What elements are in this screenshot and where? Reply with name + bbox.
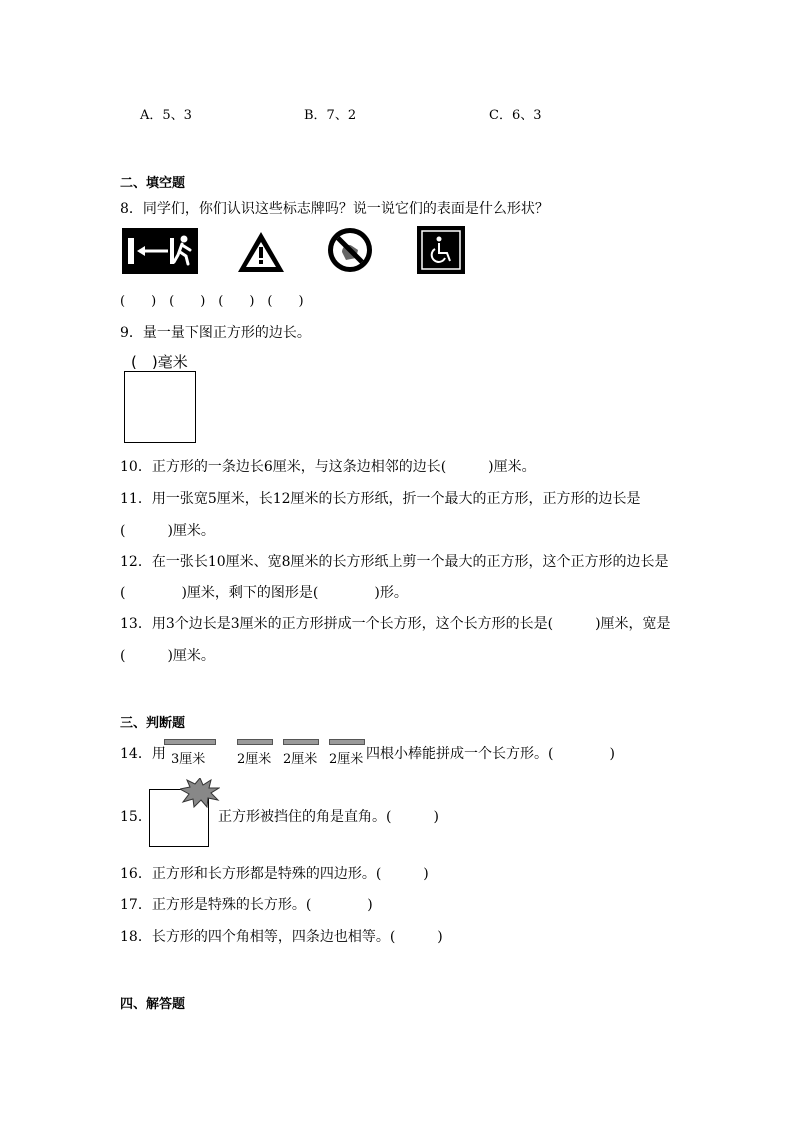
- warning-triangle-icon: [236, 230, 286, 278]
- question-15-number: 15．: [120, 809, 152, 825]
- option-a: A．5、3: [140, 108, 192, 123]
- section-title-true-false: 三、判断题: [120, 716, 186, 731]
- question-10: 10．正方形的一条边长6厘米，与这条边相邻的边长( )厘米。: [120, 459, 536, 475]
- question-14-text: 四根小棒能拼成一个长方形。( ): [366, 746, 615, 762]
- stick-label: 3厘米: [171, 752, 206, 767]
- stick-2cm-2: [283, 739, 319, 745]
- question-9-answer-label: ( )毫米: [131, 353, 188, 371]
- question-8: 8．同学们，你们认识这些标志牌吗？说一说它们的表面是什么形状？: [120, 201, 549, 217]
- option-c: C．6、3: [489, 108, 542, 123]
- question-16: 16．正方形和长方形都是特殊的四边形。( ): [120, 866, 429, 882]
- question-15-text: 正方形被挡住的角是直角。( ): [218, 809, 439, 825]
- wheelchair-accessibility-icon: [417, 226, 465, 278]
- exit-sign-icon: [122, 228, 198, 278]
- question-12-line2: ( )厘米，剩下的图形是( )形。: [120, 585, 408, 601]
- question-11-line1: 11．用一张宽5厘米，长12厘米的长方形纸，折一个最大的正方形，正方形的边长是: [120, 491, 641, 507]
- question-17: 17．正方形是特殊的长方形。( ): [120, 897, 373, 913]
- square-figure: [124, 371, 196, 443]
- question-11-line2: ( )厘米。: [120, 523, 215, 539]
- question-8-blanks: ( ) ( ) ( ) ( ): [120, 294, 304, 309]
- section-title-fill-blank: 二、填空题: [120, 176, 186, 191]
- question-13-line1: 13．用3个边长是3厘米的正方形拼成一个长方形，这个长方形的长是( )厘米，宽是: [120, 616, 671, 632]
- question-9: 9．量一量下图正方形的边长。: [120, 325, 311, 341]
- stick-label: 2厘米: [237, 752, 272, 767]
- question-18: 18．长方形的四个角相等，四条边也相等。( ): [120, 929, 443, 945]
- stick-label: 2厘米: [329, 752, 364, 767]
- stick-3cm: [164, 739, 216, 745]
- section-title-problems: 四、解答题: [120, 997, 186, 1012]
- question-13-line2: ( )厘米。: [120, 648, 215, 664]
- question-14-prefix: 14．用: [120, 746, 166, 762]
- starburst-cover-icon: [180, 778, 220, 812]
- option-b: B．7、2: [304, 108, 357, 123]
- question-12-line1: 12．在一张长10厘米、宽8厘米的长方形纸上剪一个最大的正方形，这个正方形的边长是: [120, 554, 669, 570]
- no-touch-prohibition-icon: [326, 226, 374, 278]
- stick-2cm-3: [329, 739, 365, 745]
- stick-2cm-1: [237, 739, 273, 745]
- stick-label: 2厘米: [283, 752, 318, 767]
